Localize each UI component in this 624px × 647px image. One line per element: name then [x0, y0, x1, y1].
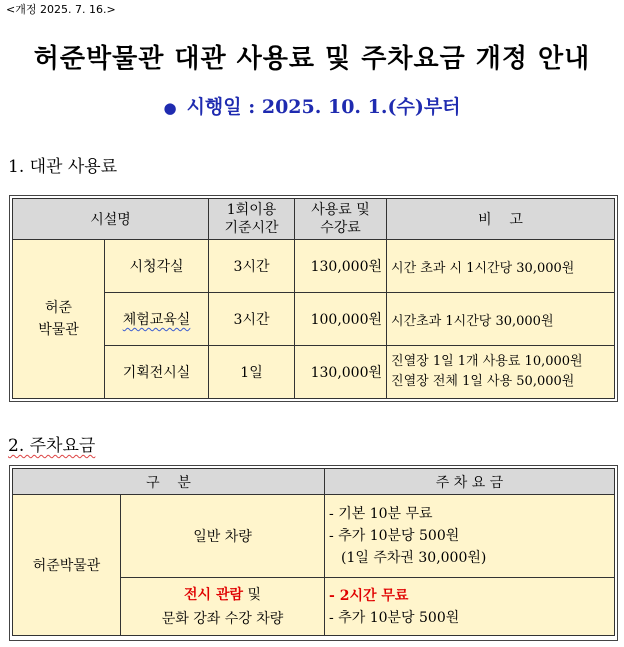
vehicle-type: 일반 차량 — [121, 495, 325, 578]
room-remark-line1: 진열장 1일 1개 사용료 10,000원 — [391, 354, 583, 369]
room-remark: 시간초과 1시간당 30,000원 — [387, 293, 615, 346]
room-name: 시청각실 — [105, 240, 209, 293]
room-fee: 130,000원 — [295, 346, 387, 399]
room-fee: 100,000원 — [295, 293, 387, 346]
header-fee — [295, 199, 387, 240]
header-base-time-line2: 기준시간 — [224, 220, 279, 236]
vehicle-type-line1 — [125, 583, 320, 607]
room-remark — [387, 346, 615, 399]
section2-heading — [8, 431, 95, 456]
header-remark: 비 고 — [387, 199, 615, 240]
room-time: 3시간 — [209, 240, 295, 293]
vehicle-type-line2: 문화 강좌 수강 차량 — [161, 610, 284, 627]
parking-header-row — [13, 469, 615, 495]
header-fee-line2: 수강료 — [320, 220, 361, 236]
fee-list — [325, 495, 615, 578]
header-category: 구 분 — [13, 469, 325, 495]
facility-group-line2: 박물관 — [38, 322, 79, 338]
effective-date-text: 시행일 : 2025. 10. 1.(수)부터 — [186, 96, 461, 118]
header-parking-fee: 주 차 요 금 — [325, 469, 615, 495]
vehicle-type-rest: 및 — [243, 586, 261, 603]
fee-line: - 추가 10분당 500원 — [329, 609, 460, 626]
table-row — [13, 495, 615, 578]
exhibition-visit-text: 전시 관람 — [184, 586, 243, 603]
room-name — [105, 293, 209, 346]
fee-line: - 기본 10분 무료 — [329, 506, 433, 522]
section2-heading-text: 2. 주차요금 — [8, 436, 96, 456]
fee-line: (1일 주차권 30,000원) — [341, 550, 487, 566]
header-fee-line1: 사용료 및 — [311, 202, 370, 218]
facility-group — [13, 240, 105, 399]
fee-line: - 추가 10분당 500원 — [329, 528, 460, 544]
parking-group: 허준박물관 — [13, 495, 121, 636]
room-time: 3시간 — [209, 293, 295, 346]
revision-note: <개정 2025. 7. 16.> — [6, 3, 116, 16]
parking-fee-table — [12, 468, 615, 636]
section1-heading: 1. 대관 사용료 — [8, 157, 118, 177]
bullet-icon: ● — [163, 99, 177, 117]
room-name-text: 체험교육실 — [122, 312, 191, 328]
room-fee: 130,000원 — [295, 240, 387, 293]
rental-header-row — [13, 199, 615, 240]
facility-group-line1: 허준 — [44, 300, 73, 316]
header-base-time — [209, 199, 295, 240]
title-text: 허준박물관 대관 사용료 및 주차요금 개정 안내 — [33, 44, 591, 74]
room-remark: 시간 초과 시 1시간당 30,000원 — [387, 240, 615, 293]
room-time: 1일 — [209, 346, 295, 399]
room-name: 기획전시실 — [105, 346, 209, 399]
table-row — [13, 240, 615, 293]
header-base-time-line1: 1회이용 — [226, 202, 277, 218]
header-facility: 시설명 — [13, 199, 209, 240]
vehicle-type — [121, 578, 325, 636]
effective-date-line — [0, 92, 624, 119]
fee-line-free: - 2시간 무료 — [329, 587, 409, 604]
fee-list — [325, 578, 615, 636]
room-remark-line2: 진열장 전체 1일 사용 50,000원 — [391, 374, 575, 389]
page-title — [0, 38, 624, 75]
rental-fee-table — [12, 198, 615, 399]
